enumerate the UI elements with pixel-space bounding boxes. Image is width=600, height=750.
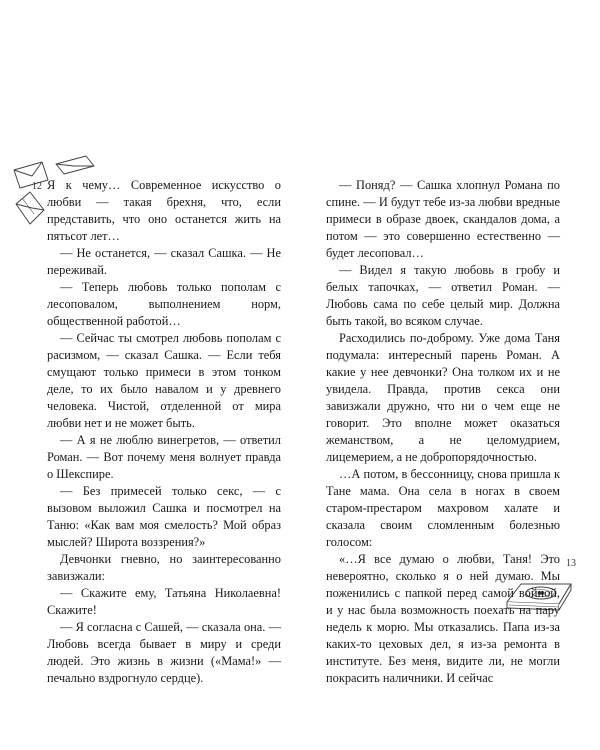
paragraph: — Без примесей только секс, — с вызовом выложил Сашка и посмотрел на Таню: «Как вам моя смелость? Мой образ мыслей? Широта воззрения?» xyxy=(47,484,281,549)
paragraph: Я к чему… Современное искусство о любви — такая брехня, что, если представить, что оно останется жить на пятьсот лет… xyxy=(47,178,281,243)
paragraph: — Теперь любовь только пополам с лесоповалом, выполнением норм, общественной работой… xyxy=(47,280,281,328)
left-text-column xyxy=(47,177,281,687)
paragraph: — Скажите ему, Татьяна Николаевна! Скажите! xyxy=(47,586,281,617)
paragraph: — Сейчас ты смотрел любовь пополам с расизмом, — сказал Сашка. — Если тебя смущают только примеси в этом тонком деле, то их было навалом и у древнего человека. Чистой, отделенной от мира любви нет и не может быть. xyxy=(47,331,281,430)
paragraph: Девчонки гневно, но заинтересованно завизжали: xyxy=(47,552,281,583)
paragraph: — А я не люблю винегретов, — ответил Роман. — Вот почему меня волнует правда о Шекспире. xyxy=(47,433,281,481)
paragraph: Расходились по-доброму. Уже дома Таня подумала: интересный парень Роман. А какие у нее девчонки? Она толком их и не увидела. Правда, против секса они завизжали дружно, что ни о чем еще не говорит. Это вполне может оказаться жеманством, а не целомудрием, лицемерием, а не добропорядочностью. xyxy=(326,331,560,464)
paragraph: — Я согласна с Сашей, — сказала она. — Любовь всегда бывает в миру и среди людей. Это жизнь в жизни («Мама!» — печально вздрогнуло сердце). xyxy=(47,620,281,685)
right-text-column xyxy=(326,177,560,687)
paragraph: «…Я все думаю о любви, Таня! Это невероятно, сколько я о ней думаю. Мы поженились с папкой перед самой войной, и у нас была возможность поехать на пару недель к морю. Мы отказались. Папа из-за каких-то цеховых дел, я из-за ремонта в институте. Без меня, видите ли, не могли покрасить наличники. И сейчас xyxy=(326,552,560,685)
paragraph: — Видел я такую любовь в гробу и белых тапочках, — ответил Роман. — Любовь сама по себе целый мир. Должна быть такой, во всяком случае. xyxy=(326,263,560,328)
paragraph: — Поняд? — Сашка хлопнул Романа по спине. — И будут тебе из-за любви вредные примеси в образе двоек, скандалов дома, а потом — это совершенно естественно — будет лесоповал… xyxy=(326,178,560,260)
paragraph: — Не останется, — сказал Сашка. — Не переживай. xyxy=(47,246,281,277)
left-page-number: 12 xyxy=(32,181,42,192)
right-page-number: 13 xyxy=(566,558,576,569)
paragraph: …А потом, в бессонницу, снова пришла к Тане мама. Она села в ногах в своем старом-престаром махровом халате и сказала своим сломленным болезнью голосом: xyxy=(326,467,560,549)
